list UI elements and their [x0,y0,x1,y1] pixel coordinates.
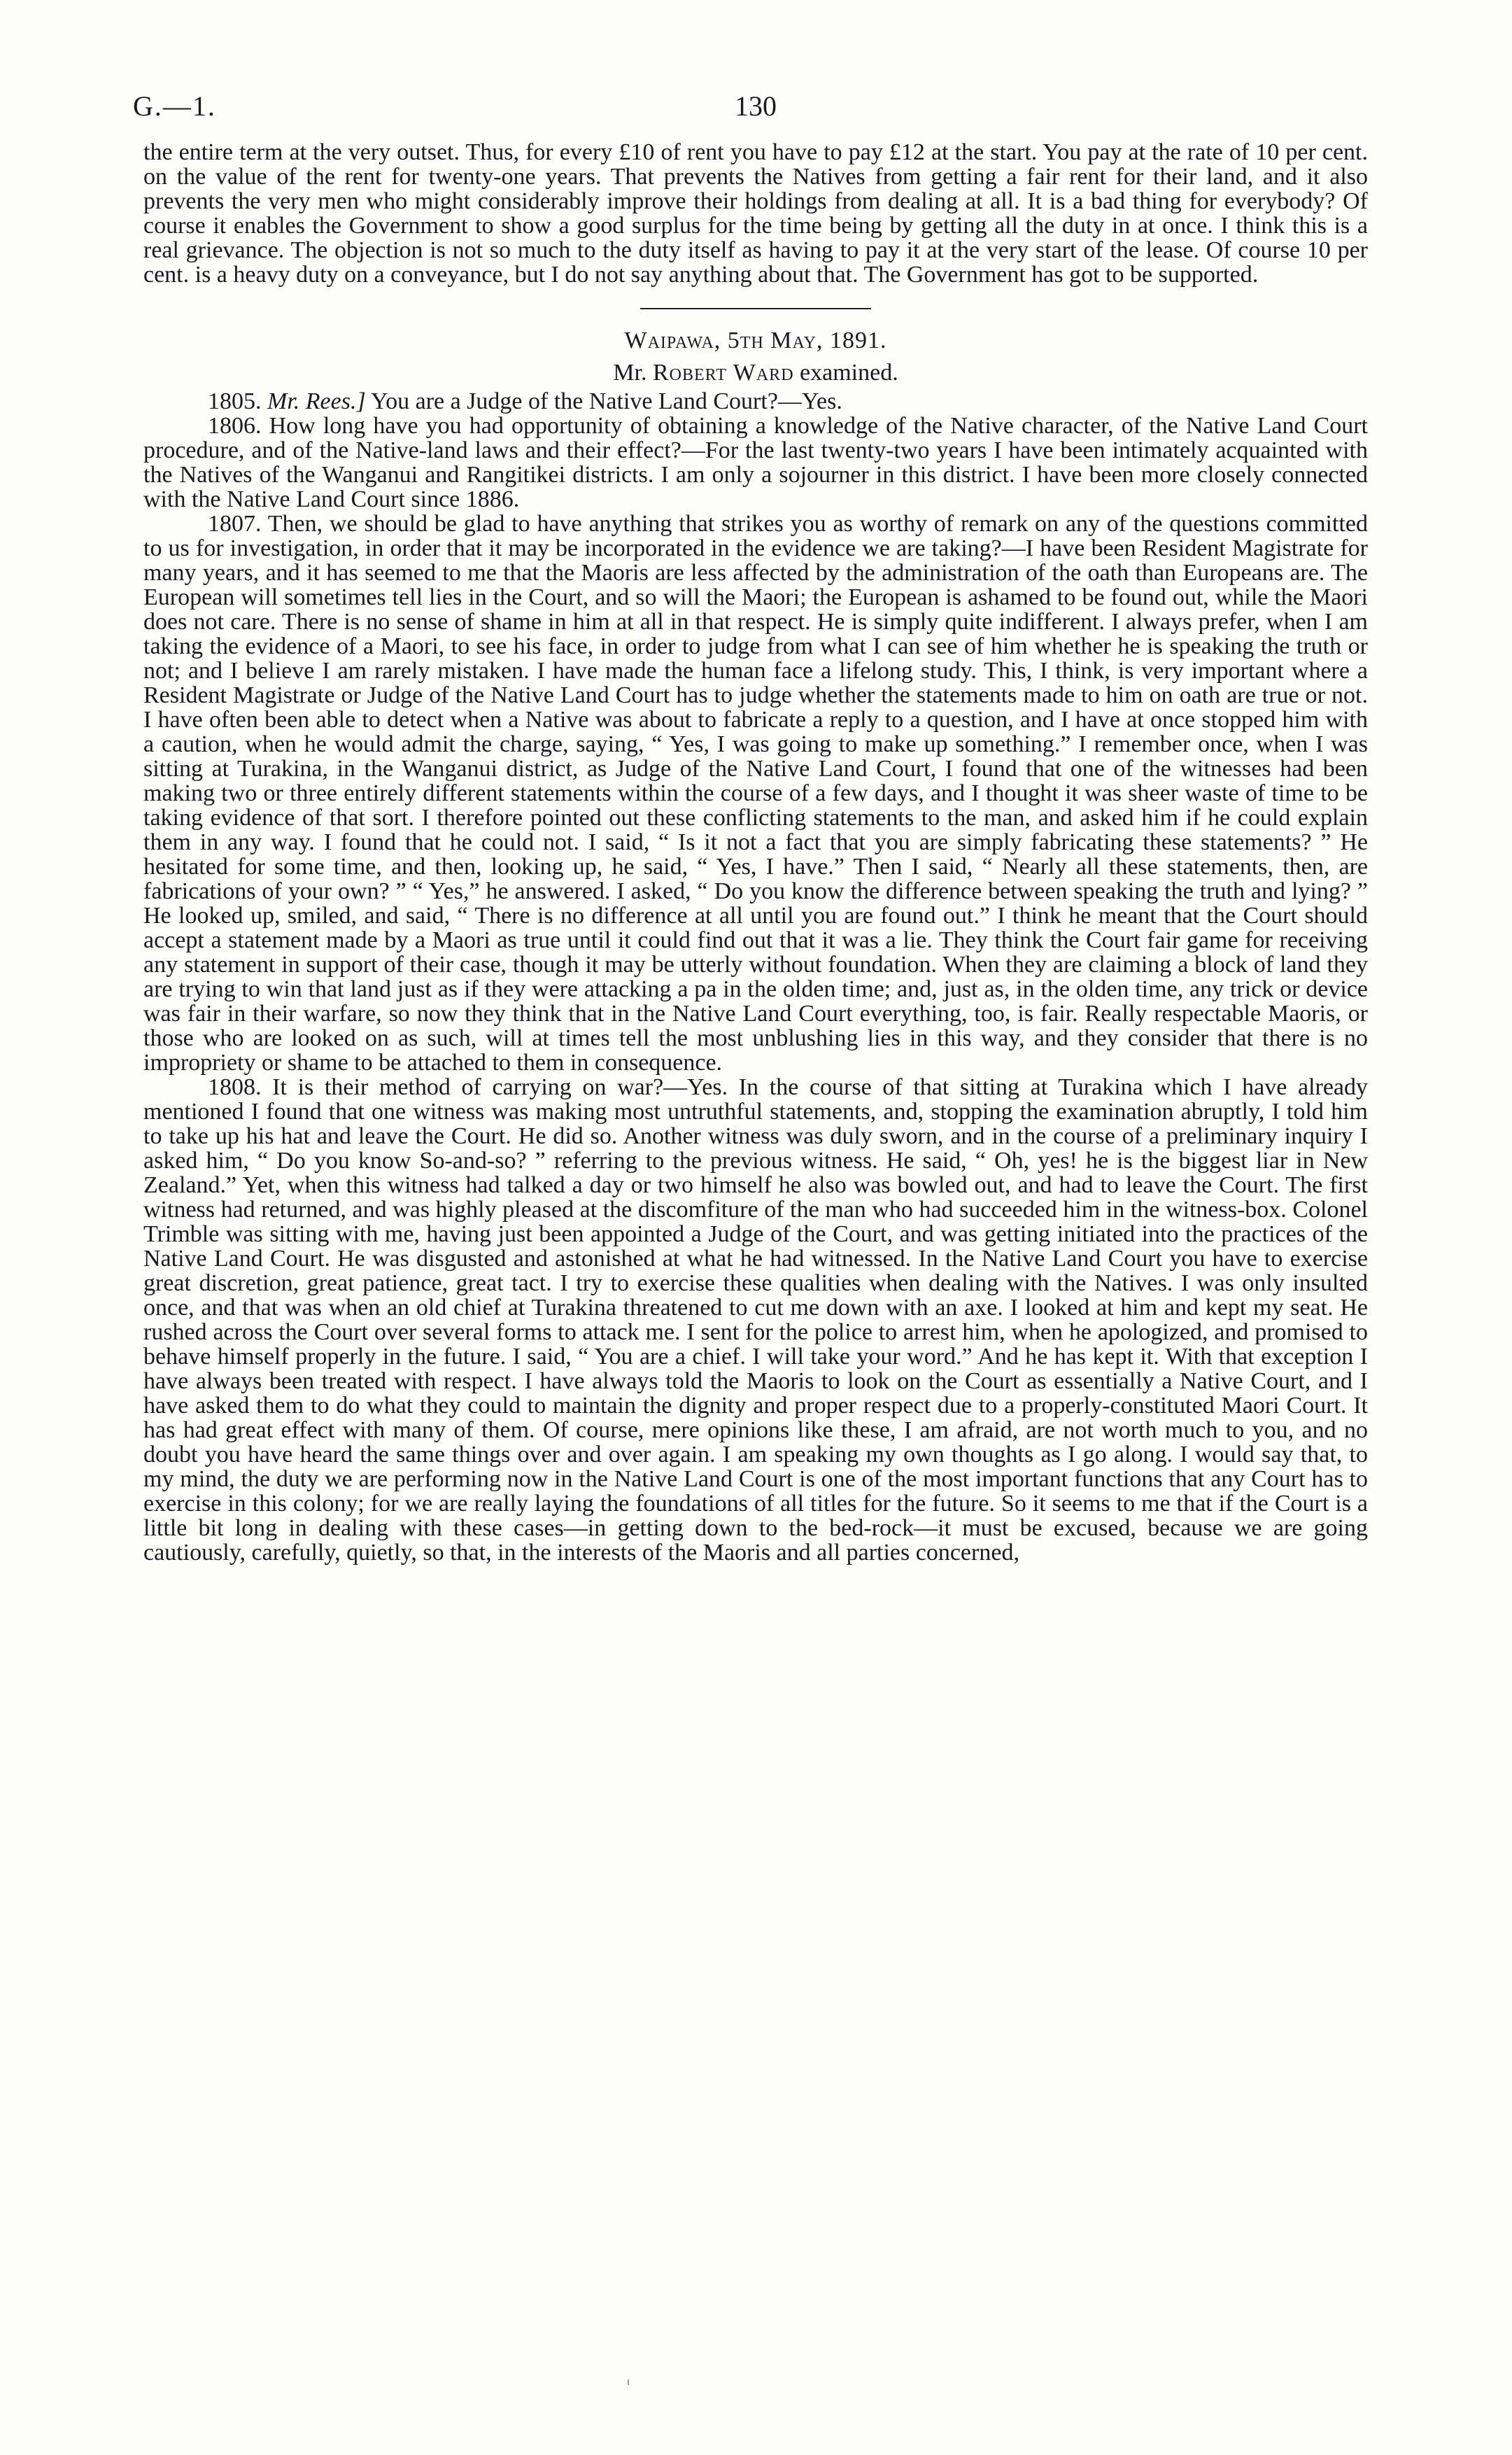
document-page [133,84,1369,1566]
witness-prefix: Mr. [613,360,647,386]
paper-speck [628,2379,629,2385]
witness-name: Robert Ward [652,360,794,386]
witness-heading [143,360,1368,386]
question-text: It is their method of carrying on war?—Yes. In the course of that sitting at Turakina which I have already mentioned I found that one witness was making most untruthful statements, and, stopping the examination abruptly, I told him to take up his hat and leave the Court. He did so. Another witness was duly sworn, and in the course of a preliminary inquiry I asked him, “ Do you know So-and-so? ” referring to the previous witness. He said, “ Oh, yes! he is the biggest liar in New Zealand.” Yet, when this witness had talked a day or two himself he also was bowled out, and had to leave the Court. The first witness had returned, and was highly pleased at the discomfiture of the man who had succeeded him in the witness-box. Colonel Trimble was sitting with me, having just been appointed a Judge of the Court, and was getting initiated into the practices of the Native Land Court. He was disgusted and astonished at what he had witnessed. In the Native Land Court you have to exercise great discretion, great patience, great tact. I try to exercise these qualities when dealing with the Natives. I was only insulted once, and that was when an old chief at Turakina threatened to cut me down with an axe. I looked at him and kept my seat. He rushed across the Court over several forms to attack me. I sent for the police to arrest him, when he apologized, and promised to behave himself properly in the future. I said, “ You are a chief. I will take your word.” And he has kept it. With that exception I have always been treated with respect. I have always told the Maoris to look on the Court as essentially a Native Court, and I have asked them to do what they could to maintain the dignity and proper respect due to a properly-constituted Maori Court. It has had great effect with many of them. Of course, mere opinions like these, I am afraid, are not worth much to you, and no doubt you have heard the same things over and over again. I am speaking my own thoughts as I go along. I would say that, to my mind, the duty we are performing now in the Native Land Court is one of the most important functions that any Court has to exercise in this colony; for we are really laying the foundations of all titles for the future. So it seems to me that if the Court is a little bit long in dealing with these cases—in getting down to the bed-rock—it must be excused, because we are going cautiously, carefully, quietly, so that, in the interests of the Maoris and all parties concerned, [143,1074,1369,1566]
question-text: You are a Judge of the Native Land Court?—Yes. [370,388,842,414]
question-1805 [143,389,1368,414]
page-header [133,84,1368,140]
question-number: 1805. [208,388,262,414]
question-1808 [143,1075,1368,1565]
witness-suffix: examined. [800,360,898,386]
page-number: 130 [735,90,777,122]
question-number: 1808. [208,1074,262,1100]
place-date-heading: Waipawa, 5th May, 1891. [624,328,887,353]
body-text [143,140,1368,1565]
question-text: How long have you had opportunity of obtaining a knowledge of the Native character, of the Native Land Court procedure, and of the Native-land laws and their effect?—For the last twenty-two years I have been intimately acquainted with the Natives of the Wanganui and Rangitikei districts. I am only a sojourner in this district. I have been more closely connected with the Native Land Court since 1886. [143,413,1368,512]
document-reference: G.—1. [133,90,216,122]
intro-paragraph: the entire term at the very outset. Thus, for every £10 of rent you have to pay £12 at the start. You pay at the rate of 10 per cent. on the value of the rent for twenty-one years. That prevents the Natives from getting a fair rent for their land, and it also prevents the very men who might considerably improve their holdings from dealing at all. It is a bad thing for everybody? Of course it enables the Government to show a good surplus for the time being by getting all the duty in at once. I think this is a real grievance. The objection is not so much to the duty itself as having to pay it at the very start of the lease. Of course 10 per cent. is a heavy duty on a conveyance, but I do not say anything about that. The Government has got to be supported. [143,139,1368,288]
question-number: 1807. [208,511,262,537]
examiner-name: Mr. Rees.] [267,388,366,414]
question-text: Then, we should be glad to have anything that strikes you as worthy of remark on any of the questions committed to us for investigation, in order that it may be incorporated in the evidence we are taking?—I have been Resident Magistrate for many years, and it has seemed to me that the Maoris are less affected by the administration of the oath than Europeans are. The European will sometimes tell lies in the Court, and so will the Maori; the European is ashamed to be found out, while the Maori does not care. There is no sense of shame in him at all in that respect. He is simply quite indifferent. I always prefer, when I am taking the evidence of a Maori, to see his face, in order to judge from what I can see of him whether he is speaking the truth or not; and I believe I am rarely mistaken. I have made the human face a lifelong study. This, I think, is very important where a Resident Magistrate or Judge of the Native Land Court has to judge whether the statements made to him on oath are true or not. I have often been able to detect when a Native was about to fabricate a reply to a question, and I have at once stopped him with a caution, when he would admit the charge, saying, “ Yes, I was going to make up something.” I remember once, when I was sitting at Turakina, in the Wanganui district, as Judge of the Native Land Court, I found that one of the witnesses had been making two or three entirely different statements within the course of a few days, and I thought it was sheer waste of time to be taking evidence of that sort. I therefore pointed out these conflicting statements to the man, and asked him if he could explain them in any way. I found that he could not. I said, “ Is it not a fact that you are simply fabricating these statements? ” He hesitated for some time, and then, looking up, he said, “ Yes, I have.” Then I said, “ Nearly all these statements, then, are fabrications of your own? ” “ Yes,” he answered. I asked, “ Do you know the difference between speaking the truth and lying? ” He looked up, smiled, and said, “ There is no difference at all until you are found out.” I think he meant that the Court should accept a statement made by a Maori as true until it could find out that it was a lie. They think the Court fair game for receiving any statement in support of their case, though it may be utterly without foundation. When they are claiming a block of land they are trying to win that land just as if they were attacking a pa in the olden time; and, just as, in the olden time, any trick or device was fair in their warfare, so now they think that in the Native Land Court everything, too, is fair. Really respectable Maoris, or those who are looked on as such, will at times tell the most unblushing lies in this way, and they consider that there is no impropriety or shame to be attached to them in consequence. [143,511,1368,1076]
section-divider [640,308,871,309]
question-number: 1806. [208,413,262,439]
question-1806 [143,414,1368,512]
question-1807 [143,512,1368,1075]
